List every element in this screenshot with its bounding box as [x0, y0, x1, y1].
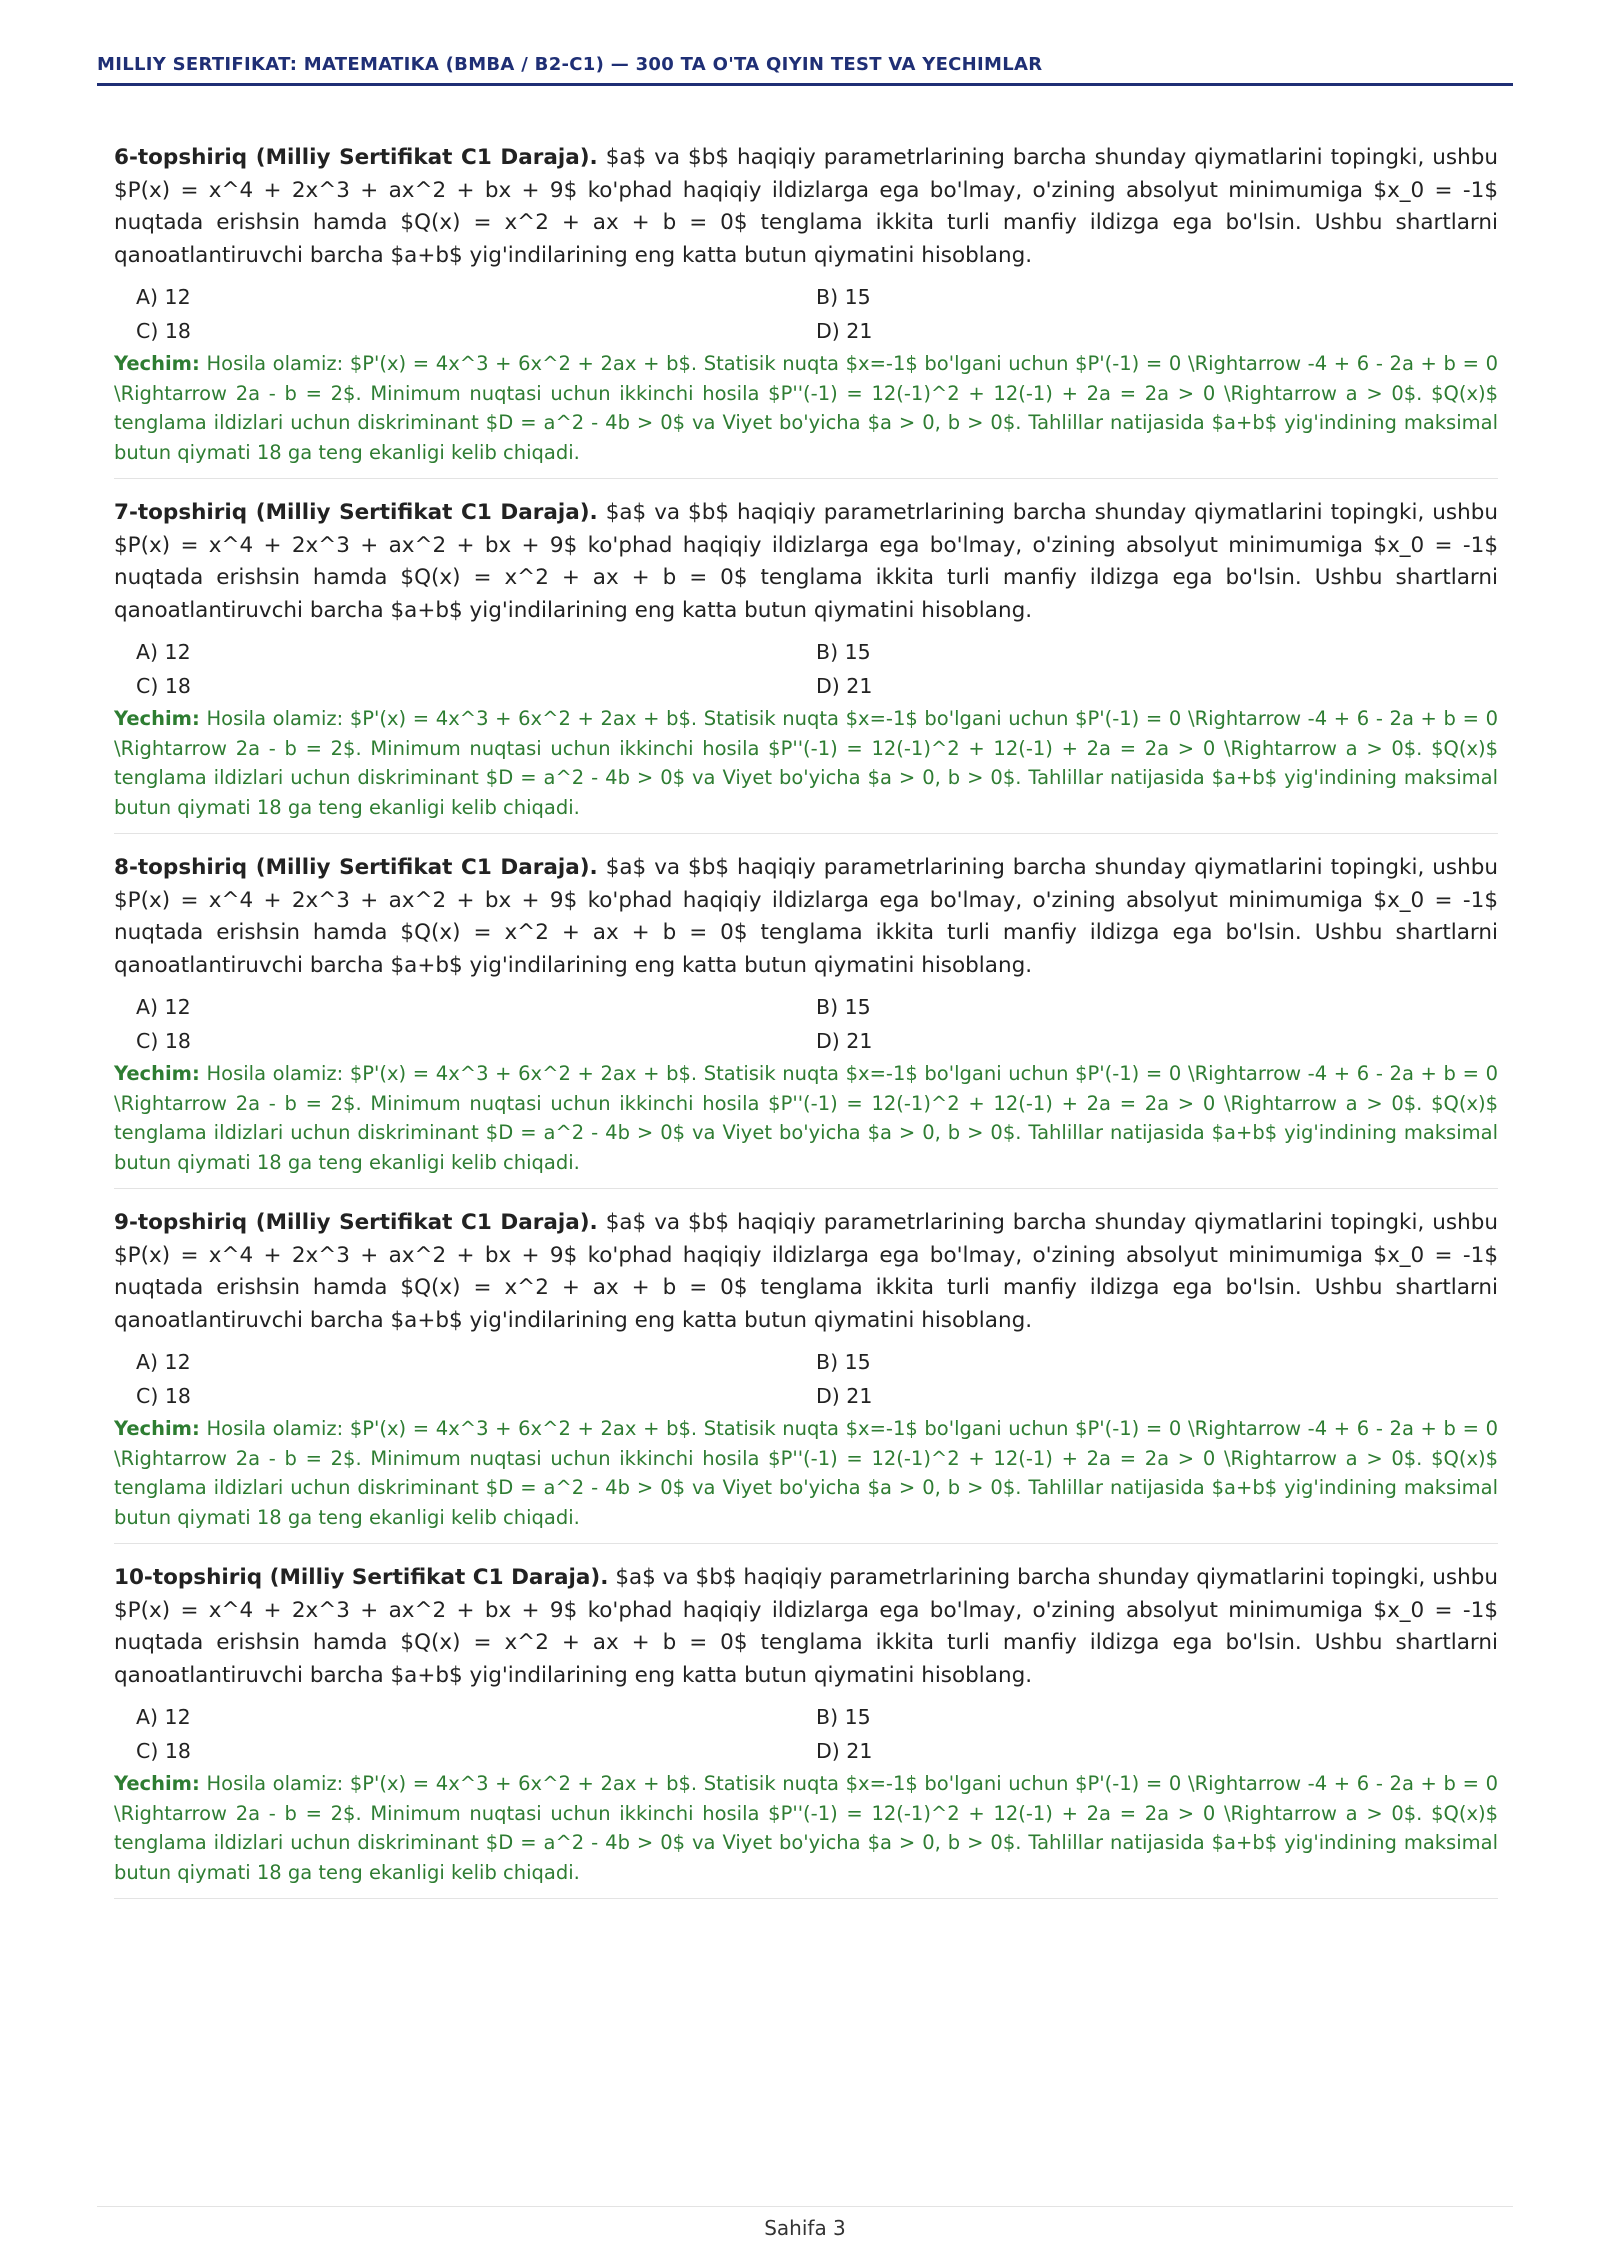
option-d: D) 21: [816, 674, 873, 698]
task-text: $a$ va $b$ haqiqiy parametrlarining barcha shunday qiymatlarini topingki, ushbu $P(x) = x^4 + 2x^3 + ax^2 + bx + 9$ ko'phad haqiqiy ildizlarga ega bo'lmay, o'zining absolyut minimumiga $x_0 = -1$ nuqtada erishsin hamda $Q(x) = x^2 + ax + b = 0$ tenglama ikkita turli manfiy ildizga ega bo'lsin. Ushbu shartlarni qanoatlantiruvchi barcha $a+b$ yig'indilarining eng katta butun qiymatini hisoblang.: [114, 1210, 1499, 1333]
option-c: C) 18: [136, 1384, 191, 1408]
task-text: $a$ va $b$ haqiqiy parametrlarining barcha shunday qiymatlarini topingki, ushbu $P(x) = x^4 + 2x^3 + ax^2 + bx + 9$ ko'phad haqiqiy ildizlarga ega bo'lmay, o'zining absolyut minimumiga $x_0 = -1$ nuqtada erishsin hamda $Q(x) = x^2 + ax + b = 0$ tenglama ikkita turli manfiy ildizga ega bo'lsin. Ushbu shartlarni qanoatlantiruvchi barcha $a+b$ yig'indilarining eng katta butun qiymatini hisoblang.: [114, 1565, 1498, 1688]
option-a: A) 12: [136, 1350, 191, 1374]
solution-label: Yechim:: [114, 1772, 200, 1795]
solution-text: Hosila olamiz: $P'(x) = 4x^3 + 6x^2 + 2ax + b$. Statisik nuqta $x=-1$ bo'lgani uchun $P'(-1) = 0 \Rightarrow -4 + 6 - 2a + b = 0 \Rightarrow 2a - b = 2$. Minimum nuqtasi uchun ikkinchi hosila $P''(-1) = 12(-1)^2 + 12(-1) + 2a = 2a > 0 \Rightarrow a > 0$. $Q(x)$ tenglama ildizlari uchun diskriminant $D = a^2 - 4b > 0$ va Viyet bo'yicha $a > 0, b > 0$. Tahlillar natijasida $a+b$ yig'indining maksimal butun qiymati 18 ga teng ekanligi kelib chiqadi.: [114, 1417, 1499, 1529]
option-d: D) 21: [816, 1384, 873, 1408]
page-footer: [97, 2206, 1513, 2240]
solution: [114, 1059, 1498, 1177]
solution: [114, 349, 1498, 467]
solution-label: Yechim:: [114, 352, 200, 375]
option-b: B) 15: [816, 1705, 871, 1729]
page-header: [97, 54, 1513, 86]
solution-text: Hosila olamiz: $P'(x) = 4x^3 + 6x^2 + 2ax + b$. Statisik nuqta $x=-1$ bo'lgani uchun $P'(-1) = 0 \Rightarrow -4 + 6 - 2a + b = 0 \Rightarrow 2a - b = 2$. Minimum nuqtasi uchun ikkinchi hosila $P''(-1) = 12(-1)^2 + 12(-1) + 2a = 2a > 0 \Rightarrow a > 0$. $Q(x)$ tenglama ildizlari uchun diskriminant $D = a^2 - 4b > 0$ va Viyet bo'yicha $a > 0, b > 0$. Tahlillar natijasida $a+b$ yig'indining maksimal butun qiymati 18 ga teng ekanligi kelib chiqadi.: [114, 1772, 1499, 1884]
task-8: [114, 852, 1498, 1189]
answer-options: [136, 1703, 1498, 1765]
option-b: B) 15: [816, 640, 871, 664]
solution-label: Yechim:: [114, 707, 200, 730]
tasks-container: [114, 142, 1498, 1917]
option-d: D) 21: [816, 1029, 873, 1053]
solution: [114, 704, 1498, 822]
option-a: A) 12: [136, 995, 191, 1019]
solution-text: Hosila olamiz: $P'(x) = 4x^3 + 6x^2 + 2ax + b$. Statisik nuqta $x=-1$ bo'lgani uchun $P'(-1) = 0 \Rightarrow -4 + 6 - 2a + b = 0 \Rightarrow 2a - b = 2$. Minimum nuqtasi uchun ikkinchi hosila $P''(-1) = 12(-1)^2 + 12(-1) + 2a = 2a > 0 \Rightarrow a > 0$. $Q(x)$ tenglama ildizlari uchun diskriminant $D = a^2 - 4b > 0$ va Viyet bo'yicha $a > 0, b > 0$. Tahlillar natijasida $a+b$ yig'indining maksimal butun qiymati 18 ga teng ekanligi kelib chiqadi.: [114, 707, 1499, 819]
task-text: $a$ va $b$ haqiqiy parametrlarining barcha shunday qiymatlarini topingki, ushbu $P(x) = x^4 + 2x^3 + ax^2 + bx + 9$ ko'phad haqiqiy ildizlarga ega bo'lmay, o'zining absolyut minimumiga $x_0 = -1$ nuqtada erishsin hamda $Q(x) = x^2 + ax + b = 0$ tenglama ikkita turli manfiy ildizga ega bo'lsin. Ushbu shartlarni qanoatlantiruvchi barcha $a+b$ yig'indilarining eng katta butun qiymatini hisoblang.: [114, 500, 1499, 623]
task-6: [114, 142, 1498, 479]
solution-text: Hosila olamiz: $P'(x) = 4x^3 + 6x^2 + 2ax + b$. Statisik nuqta $x=-1$ bo'lgani uchun $P'(-1) = 0 \Rightarrow -4 + 6 - 2a + b = 0 \Rightarrow 2a - b = 2$. Minimum nuqtasi uchun ikkinchi hosila $P''(-1) = 12(-1)^2 + 12(-1) + 2a = 2a > 0 \Rightarrow a > 0$. $Q(x)$ tenglama ildizlari uchun diskriminant $D = a^2 - 4b > 0$ va Viyet bo'yicha $a > 0, b > 0$. Tahlillar natijasida $a+b$ yig'indining maksimal butun qiymati 18 ga teng ekanligi kelib chiqadi.: [114, 352, 1499, 464]
option-d: D) 21: [816, 319, 873, 343]
task-9: [114, 1207, 1498, 1544]
task-title: 9-topshiriq (Milliy Sertifikat C1 Daraja).: [114, 1210, 598, 1235]
task-question: [114, 852, 1498, 982]
solution-label: Yechim:: [114, 1417, 200, 1440]
task-question: [114, 142, 1498, 272]
option-b: B) 15: [816, 285, 871, 309]
task-question: [114, 1207, 1498, 1337]
answer-options: [136, 638, 1498, 700]
option-c: C) 18: [136, 1739, 191, 1763]
option-b: B) 15: [816, 995, 871, 1019]
answer-options: [136, 993, 1498, 1055]
task-title: 10-topshiriq (Milliy Sertifikat C1 Daraja).: [114, 1565, 609, 1590]
solution: [114, 1414, 1498, 1532]
task-10: [114, 1562, 1498, 1899]
answer-options: [136, 1348, 1498, 1410]
option-b: B) 15: [816, 1350, 871, 1374]
answer-options: [136, 283, 1498, 345]
task-text: $a$ va $b$ haqiqiy parametrlarining barcha shunday qiymatlarini topingki, ushbu $P(x) = x^4 + 2x^3 + ax^2 + bx + 9$ ko'phad haqiqiy ildizlarga ega bo'lmay, o'zining absolyut minimumiga $x_0 = -1$ nuqtada erishsin hamda $Q(x) = x^2 + ax + b = 0$ tenglama ikkita turli manfiy ildizga ega bo'lsin. Ushbu shartlarni qanoatlantiruvchi barcha $a+b$ yig'indilarining eng katta butun qiymatini hisoblang.: [114, 855, 1499, 978]
task-question: [114, 1562, 1498, 1692]
task-title: 6-topshiriq (Milliy Sertifikat C1 Daraja).: [114, 145, 598, 170]
document-title: MILLIY SERTIFIKAT: MATEMATIKA (BMBA / B2-C1) — 300 TA O'TA QIYIN TEST VA YECHIMLAR: [97, 54, 1043, 75]
option-a: A) 12: [136, 285, 191, 309]
option-c: C) 18: [136, 674, 191, 698]
solution-label: Yechim:: [114, 1062, 200, 1085]
page-number: Sahifa 3: [764, 2216, 846, 2240]
task-title: 7-topshiriq (Milliy Sertifikat C1 Daraja).: [114, 500, 598, 525]
option-a: A) 12: [136, 1705, 191, 1729]
task-7: [114, 497, 1498, 834]
option-c: C) 18: [136, 1029, 191, 1053]
task-question: [114, 497, 1498, 627]
task-title: 8-topshiriq (Milliy Sertifikat C1 Daraja).: [114, 855, 598, 880]
task-text: $a$ va $b$ haqiqiy parametrlarining barcha shunday qiymatlarini topingki, ushbu $P(x) = x^4 + 2x^3 + ax^2 + bx + 9$ ko'phad haqiqiy ildizlarga ega bo'lmay, o'zining absolyut minimumiga $x_0 = -1$ nuqtada erishsin hamda $Q(x) = x^2 + ax + b = 0$ tenglama ikkita turli manfiy ildizga ega bo'lsin. Ushbu shartlarni qanoatlantiruvchi barcha $a+b$ yig'indilarining eng katta butun qiymatini hisoblang.: [114, 145, 1499, 268]
option-c: C) 18: [136, 319, 191, 343]
solution-text: Hosila olamiz: $P'(x) = 4x^3 + 6x^2 + 2ax + b$. Statisik nuqta $x=-1$ bo'lgani uchun $P'(-1) = 0 \Rightarrow -4 + 6 - 2a + b = 0 \Rightarrow 2a - b = 2$. Minimum nuqtasi uchun ikkinchi hosila $P''(-1) = 12(-1)^2 + 12(-1) + 2a = 2a > 0 \Rightarrow a > 0$. $Q(x)$ tenglama ildizlari uchun diskriminant $D = a^2 - 4b > 0$ va Viyet bo'yicha $a > 0, b > 0$. Tahlillar natijasida $a+b$ yig'indining maksimal butun qiymati 18 ga teng ekanligi kelib chiqadi.: [114, 1062, 1499, 1174]
solution: [114, 1769, 1498, 1887]
option-a: A) 12: [136, 640, 191, 664]
option-d: D) 21: [816, 1739, 873, 1763]
